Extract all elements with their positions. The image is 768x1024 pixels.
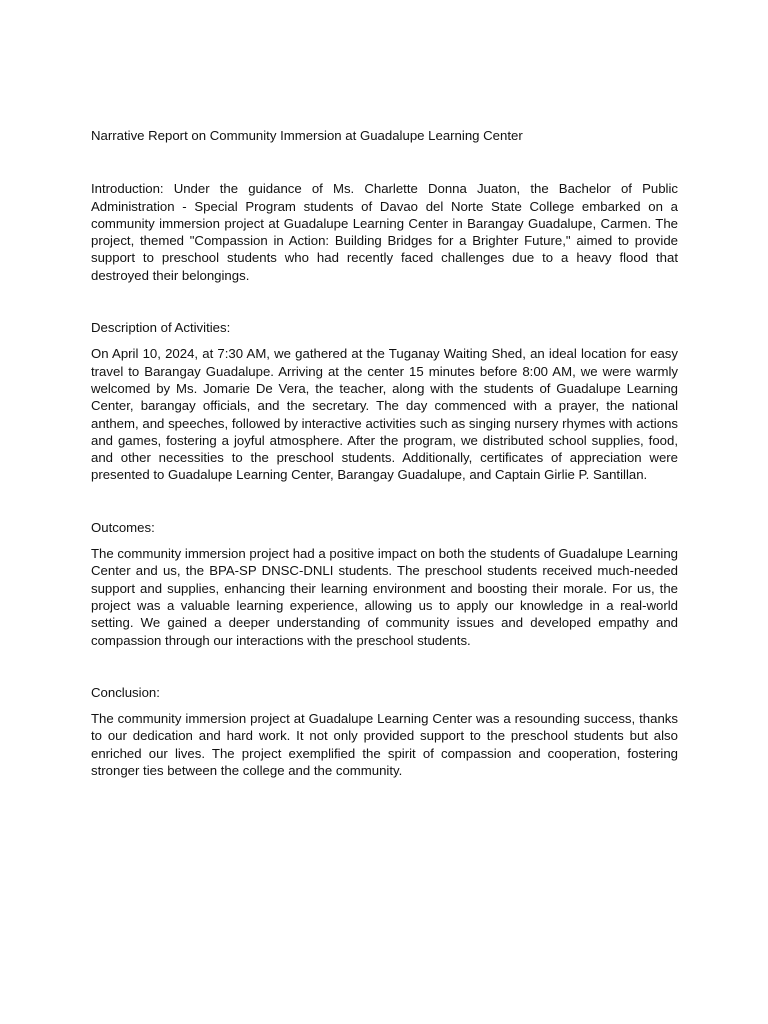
section-heading-conclusion: Conclusion: — [91, 684, 160, 700]
introduction-paragraph: Introduction: Under the guidance of Ms. Charlette Donna Juaton, the Bachelor of Public Administration - Special Program students of Davao del Norte State College embarked on a community immersion project at Guadalupe Learning Center in Barangay Guadalupe, Carmen. The project, themed "Compassion in Action: Building Bridges for a Brighter Future," aimed to provide support to preschool students who had recently faced challenges due to a heavy flood that destroyed their belongings. — [91, 181, 678, 283]
section-body-activities: On April 10, 2024, at 7:30 AM, we gathered at the Tuganay Waiting Shed, an ideal location for easy travel to Barangay Guadalupe. Arriving at the center 15 minutes before 8:00 AM, we were warmly welcomed by Ms. Jomarie De Vera, the teacher, along with the students of Guadalupe Learning Center, barangay officials, and the secretary. The day commenced with a prayer, the national anthem, and speeches, followed by interactive activities such as singing nursery rhymes with actions and games, fostering a joyful atmosphere. After the program, we distributed school supplies, food, and other necessities to the preschool students. Additionally, certificates of appreciation were presented to Guadalupe Learning Center, Barangay Guadalupe, and Captain Girlie P. Santillan. — [91, 346, 678, 483]
document-content — [91, 127, 678, 779]
document-title: Narrative Report on Community Immersion at Guadalupe Learning Center — [91, 128, 523, 143]
section-body-conclusion: The community immersion project at Guadalupe Learning Center was a resounding success, thanks to our dedication and hard work. It not only provided support to the preschool students but also enriched our lives. The project exemplified the spirit of compassion and cooperation, fostering stronger ties between the college and the community. — [91, 711, 678, 779]
section-heading-outcomes: Outcomes: — [91, 519, 155, 535]
section-heading-activities: Description of Activities: — [91, 320, 231, 336]
section-body-outcomes: The community immersion project had a positive impact on both the students of Guadalupe Learning Center and us, the BPA-SP DNSC-DNLI students. The preschool students received much-needed support and supplies, enhancing their learning environment and boosting their morale. For us, the project was a valuable learning experience, allowing us to apply our knowledge in a real-world setting. We gained a deeper understanding of community issues and developed empathy and compassion through our interactions with the preschool students. — [91, 546, 678, 648]
